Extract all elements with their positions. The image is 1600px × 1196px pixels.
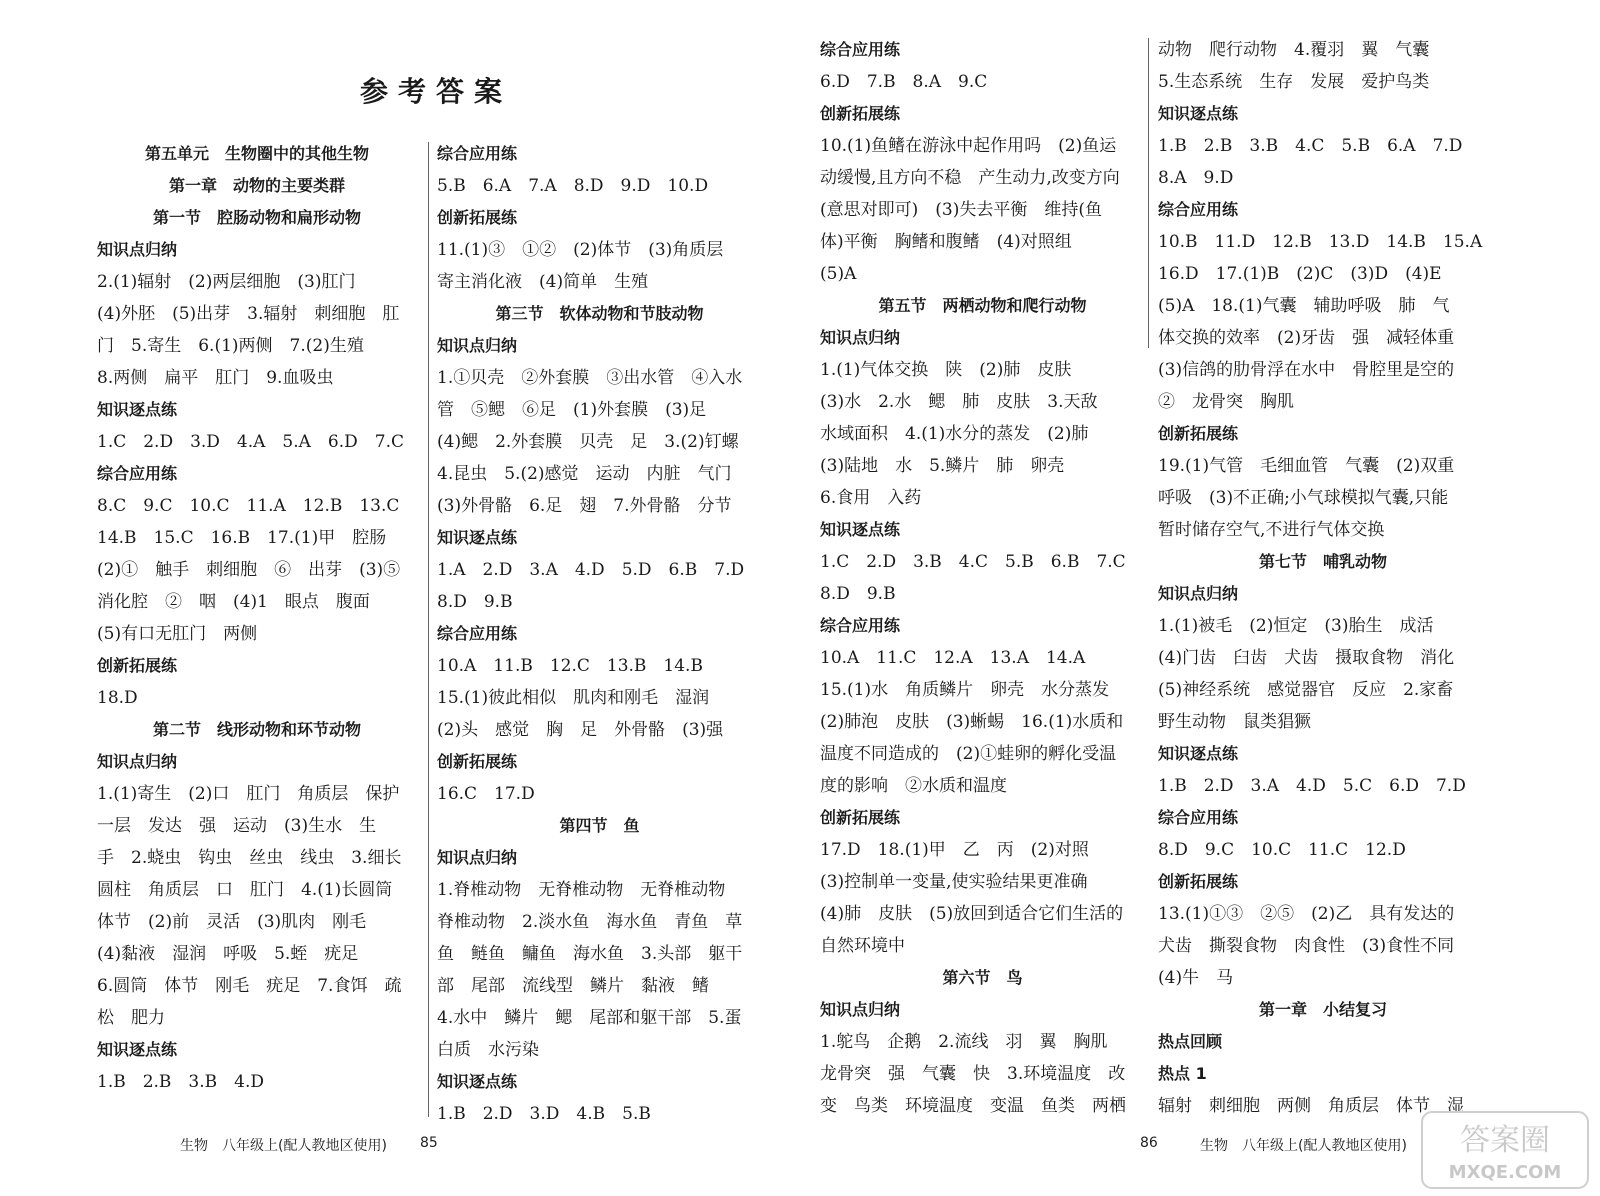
answer-line: 变 鸟类 环境温度 变温 鱼类 两栖 bbox=[820, 1096, 1126, 1116]
answer-line: 8.两侧 扁平 肛门 9.血吸虫 bbox=[97, 368, 334, 388]
answer-line: 15.(1)彼此相似 肌肉和刚毛 湿润 bbox=[437, 688, 710, 708]
section-heading: 知识逐点练 bbox=[97, 1040, 178, 1059]
answer-line: 度的影响 ②水质和温度 bbox=[820, 776, 1007, 796]
answer-line: 4.水中 鳞片 鳃 尾部和躯干部 5.蛋 bbox=[437, 1008, 742, 1028]
answer-line: 4.昆虫 5.(2)感觉 运动 内脏 气门 bbox=[437, 464, 732, 484]
answer-line: 1.A 2.D 3.A 4.D 5.D 6.B 7.D bbox=[437, 560, 745, 580]
answer-line: (3)陆地 水 5.鳞片 肺 卵壳 bbox=[820, 456, 1065, 476]
answer-line: (2)① 触手 刺细胞 ⑥ 出芽 (3)⑤ bbox=[97, 560, 401, 580]
section-heading: 第五节 两栖动物和爬行动物 bbox=[878, 296, 1087, 315]
answer-line: 5.生态系统 生存 发展 爱护鸟类 bbox=[1158, 72, 1430, 92]
answer-line: (2)肺泡 皮肤 (3)蜥蜴 16.(1)水质和 bbox=[820, 712, 1124, 732]
answer-line: 龙骨突 强 气囊 快 3.环境温度 改 bbox=[820, 1064, 1126, 1084]
answer-line: 6.圆筒 体节 刚毛 疣足 7.食饵 疏 bbox=[97, 976, 402, 996]
section-heading: 知识点归纳 bbox=[437, 848, 518, 867]
answer-line: 体)平衡 胸鳍和腹鳍 (4)对照组 bbox=[820, 232, 1072, 252]
page-title: 参考答案 bbox=[360, 75, 513, 108]
section-heading: 知识逐点练 bbox=[437, 528, 518, 547]
answer-line: (3)控制单一变量,使实验结果更准确 bbox=[820, 872, 1088, 892]
answer-line: 16.C 17.D bbox=[437, 784, 535, 804]
section-heading: 知识点归纳 bbox=[820, 1000, 901, 1019]
answer-line: 1.(1)寄生 (2)口 肛门 角质层 保护 bbox=[97, 784, 400, 804]
section-heading: 热点回顾 bbox=[1158, 1032, 1223, 1051]
answer-line: 1.C 2.D 3.D 4.A 5.A 6.D 7.C bbox=[97, 432, 404, 452]
answer-line: 1.B 2.B 3.B 4.C 5.B 6.A 7.D bbox=[1158, 136, 1463, 156]
column-divider bbox=[428, 142, 429, 1117]
answer-line: 10.(1)鱼鳍在游泳中起作用吗 (2)鱼运 bbox=[820, 136, 1117, 156]
answer-line: 圆柱 角质层 口 肛门 4.(1)长圆筒 bbox=[97, 880, 393, 900]
section-heading: 第三节 软体动物和节肢动物 bbox=[495, 304, 704, 323]
answer-line: 辐射 刺细胞 两侧 角质层 体节 湿 bbox=[1158, 1096, 1464, 1116]
answer-line: 部 尾部 流线型 鳞片 黏液 鳍 bbox=[437, 976, 709, 996]
section-heading: 创新拓展练 bbox=[97, 656, 178, 675]
section-heading: 知识点归纳 bbox=[437, 336, 518, 355]
answer-line: 白质 水污染 bbox=[437, 1040, 539, 1060]
section-heading: 综合应用练 bbox=[437, 624, 518, 643]
section-heading: 综合应用练 bbox=[820, 40, 901, 59]
answer-line: 17.D 18.(1)甲 乙 丙 (2)对照 bbox=[820, 840, 1089, 860]
column-divider bbox=[1148, 38, 1149, 348]
answer-line: 11.(1)③ ①② (2)体节 (3)角质层 bbox=[437, 240, 724, 260]
section-heading: 第一章 动物的主要类群 bbox=[168, 176, 345, 195]
answer-line: 水域面积 4.(1)水分的蒸发 (2)肺 bbox=[820, 424, 1089, 444]
answer-line: 14.B 15.C 16.B 17.(1)甲 腔肠 bbox=[97, 528, 387, 548]
answer-line: 19.(1)气管 毛细血管 气囊 (2)双重 bbox=[1158, 456, 1455, 476]
answer-line: 1.(1)气体交换 陕 (2)肺 皮肤 bbox=[820, 360, 1072, 380]
answer-line: (3)信鸽的肋骨浮在水中 骨腔里是空的 bbox=[1158, 360, 1455, 380]
answer-line: 8.C 9.C 10.C 11.A 12.B 13.C bbox=[97, 496, 400, 516]
answer-line: 呼吸 (3)不正确;小气球模拟气囊,只能 bbox=[1158, 488, 1449, 508]
answer-line: 1.B 2.D 3.A 4.D 5.C 6.D 7.D bbox=[1158, 776, 1466, 796]
section-heading: 知识逐点练 bbox=[820, 520, 901, 539]
answer-line: 10.A 11.B 12.C 13.B 14.B bbox=[437, 656, 703, 676]
section-heading: 知识点归纳 bbox=[1158, 584, 1239, 603]
answer-line: 管 ⑤鳃 ⑥足 (1)外套膜 (3)足 bbox=[437, 400, 707, 420]
answer-line: (意思对即可) (3)失去平衡 维持(鱼 bbox=[820, 200, 1102, 220]
answer-line: 8.D 9.B bbox=[820, 584, 896, 604]
answer-line: 10.B 11.D 12.B 13.D 14.B 15.A bbox=[1158, 232, 1483, 252]
answer-line: 1.C 2.D 3.B 4.C 5.B 6.B 7.C bbox=[820, 552, 1126, 572]
section-heading: 知识逐点练 bbox=[97, 400, 178, 419]
answer-line: 5.B 6.A 7.A 8.D 9.D 10.D bbox=[437, 176, 709, 196]
section-heading: 第一章 小结复习 bbox=[1258, 1000, 1387, 1019]
answer-line: 鱼 鲢鱼 鳙鱼 海水鱼 3.头部 躯干 bbox=[437, 944, 743, 964]
answer-line: 动物 爬行动物 4.覆羽 翼 气囊 bbox=[1158, 40, 1430, 60]
answer-line: 动缓慢,且方向不稳 产生动力,改变方向 bbox=[820, 168, 1120, 188]
section-heading: 第六节 鸟 bbox=[942, 968, 1023, 987]
section-heading: 知识逐点练 bbox=[1158, 104, 1239, 123]
answer-line: (4)外胚 (5)出芽 3.辐射 刺细胞 肛 bbox=[97, 304, 400, 324]
answer-line: (3)外骨骼 6.足 翅 7.外骨骼 分节 bbox=[437, 496, 732, 516]
section-heading: 知识逐点练 bbox=[437, 1072, 518, 1091]
answer-line: 消化腔 ② 咽 (4)1 眼点 腹面 bbox=[97, 592, 370, 612]
section-heading: 知识点归纳 bbox=[97, 752, 178, 771]
answer-line: 16.D 17.(1)B (2)C (3)D (4)E bbox=[1158, 264, 1442, 284]
answer-line: (2)头 感觉 胸 足 外骨骼 (3)强 bbox=[437, 720, 724, 740]
section-heading: 创新拓展练 bbox=[1158, 872, 1239, 891]
section-heading: 知识点归纳 bbox=[97, 240, 178, 259]
answer-line: 1.①贝壳 ②外套膜 ③出水管 ④入水 bbox=[437, 368, 743, 388]
answer-line: (5)有口无肛门 两侧 bbox=[97, 624, 258, 644]
footer-left-number: 85 bbox=[420, 1135, 438, 1151]
answer-line: 暂时储存空气,不进行气体交换 bbox=[1158, 520, 1385, 540]
section-heading: 创新拓展练 bbox=[1158, 424, 1239, 443]
answer-line: 寄主消化液 (4)简单 生殖 bbox=[437, 272, 649, 292]
answer-line: 2.(1)辐射 (2)两层细胞 (3)肛门 bbox=[97, 272, 356, 292]
answer-line: 1.B 2.B 3.B 4.D bbox=[97, 1072, 264, 1092]
section-heading: 综合应用练 bbox=[437, 144, 518, 163]
answer-line: (4)黏液 湿润 呼吸 5.蛭 疣足 bbox=[97, 944, 359, 964]
answer-line: (5)A 18.(1)气囊 辅助呼吸 肺 气 bbox=[1158, 296, 1450, 316]
answer-line: 8.D 9.B bbox=[437, 592, 513, 612]
answer-line: 1.鸵鸟 企鹅 2.流线 羽 翼 胸肌 bbox=[820, 1032, 1108, 1052]
answer-line: (4)肺 皮肤 (5)放回到适合它们生活的 bbox=[820, 904, 1124, 924]
answer-line: 1.(1)被毛 (2)恒定 (3)胎生 成活 bbox=[1158, 616, 1434, 636]
answer-line: 温度不同造成的 (2)①蛙卵的孵化受温 bbox=[820, 744, 1117, 764]
section-heading: 创新拓展练 bbox=[437, 752, 518, 771]
answer-line: (5)神经系统 感觉器官 反应 2.家畜 bbox=[1158, 680, 1454, 700]
answer-line: 体节 (2)前 灵活 (3)肌肉 刚毛 bbox=[97, 912, 367, 932]
section-heading: 综合应用练 bbox=[1158, 200, 1239, 219]
section-heading: 创新拓展练 bbox=[820, 808, 901, 827]
answer-line: (5)A bbox=[820, 264, 857, 284]
answer-line: 体交换的效率 (2)牙齿 强 减轻体重 bbox=[1158, 328, 1455, 348]
answer-line: 犬齿 撕裂食物 肉食性 (3)食性不同 bbox=[1158, 936, 1455, 956]
answer-line: 1.B 2.D 3.D 4.B 5.B bbox=[437, 1104, 651, 1124]
section-heading: 第四节 鱼 bbox=[559, 816, 640, 835]
watermark-text: 答案圈 bbox=[1460, 1123, 1550, 1158]
answer-line: 手 2.蛲虫 钩虫 丝虫 线虫 3.细长 bbox=[97, 848, 402, 868]
answer-line: 8.A 9.D bbox=[1158, 168, 1234, 188]
answer-line: 一层 发达 强 运动 (3)生水 生 bbox=[97, 816, 377, 836]
section-heading: 第一节 腔肠动物和扁形动物 bbox=[152, 208, 361, 227]
answer-line: 13.(1)①③ ②⑤ (2)乙 具有发达的 bbox=[1158, 904, 1455, 924]
answer-line: 8.D 9.C 10.C 11.C 12.D bbox=[1158, 840, 1406, 860]
footer-left-page: 生物 八年级上(配人教地区使用) bbox=[180, 1138, 387, 1154]
answer-line: 野生动物 鼠类猖獗 bbox=[1158, 712, 1311, 732]
section-heading: 综合应用练 bbox=[1158, 808, 1239, 827]
answer-line: ② 龙骨突 胸肌 bbox=[1158, 392, 1294, 412]
footer-right-number: 86 bbox=[1140, 1135, 1158, 1151]
section-heading: 综合应用练 bbox=[97, 464, 178, 483]
section-heading: 综合应用练 bbox=[820, 616, 901, 635]
section-heading: 知识逐点练 bbox=[1158, 744, 1239, 763]
answer-line: (3)水 2.水 鳃 肺 皮肤 3.天敌 bbox=[820, 392, 1098, 412]
answer-line: (4)牛 马 bbox=[1158, 968, 1234, 988]
answer-line: (4)鳃 2.外套膜 贝壳 足 3.(2)钉螺 bbox=[437, 432, 739, 452]
section-heading: 知识点归纳 bbox=[820, 328, 901, 347]
answer-line: 18.D bbox=[97, 688, 138, 708]
watermark-logo bbox=[1420, 1110, 1590, 1190]
answer-line: 6.食用 入药 bbox=[820, 488, 922, 508]
section-heading: 热点 1 bbox=[1158, 1064, 1207, 1083]
section-heading: 创新拓展练 bbox=[820, 104, 901, 123]
answer-line: 10.A 11.C 12.A 13.A 14.A bbox=[820, 648, 1086, 668]
answer-line: 自然环境中 bbox=[820, 936, 905, 956]
answer-line: 门 5.寄生 6.(1)两侧 7.(2)生殖 bbox=[97, 336, 364, 356]
section-heading: 第二节 线形动物和环节动物 bbox=[152, 720, 361, 739]
section-heading: 创新拓展练 bbox=[437, 208, 518, 227]
answer-line: 15.(1)水 角质鳞片 卵壳 水分蒸发 bbox=[820, 680, 1110, 700]
answer-line: (4)门齿 臼齿 犬齿 摄取食物 消化 bbox=[1158, 648, 1455, 668]
answer-line: 6.D 7.B 8.A 9.C bbox=[820, 72, 988, 92]
section-heading: 第七节 哺乳动物 bbox=[1258, 552, 1387, 571]
watermark-url: MXQE.COM bbox=[1448, 1162, 1562, 1183]
footer-right-page: 生物 八年级上(配人教地区使用) bbox=[1200, 1138, 1407, 1154]
section-heading: 第五单元 生物圈中的其他生物 bbox=[144, 144, 369, 163]
answer-line: 松 肥力 bbox=[97, 1008, 165, 1028]
answer-line: 1.脊椎动物 无脊椎动物 无脊椎动物 bbox=[437, 880, 726, 900]
answer-line: 脊椎动物 2.淡水鱼 海水鱼 青鱼 草 bbox=[437, 912, 743, 932]
